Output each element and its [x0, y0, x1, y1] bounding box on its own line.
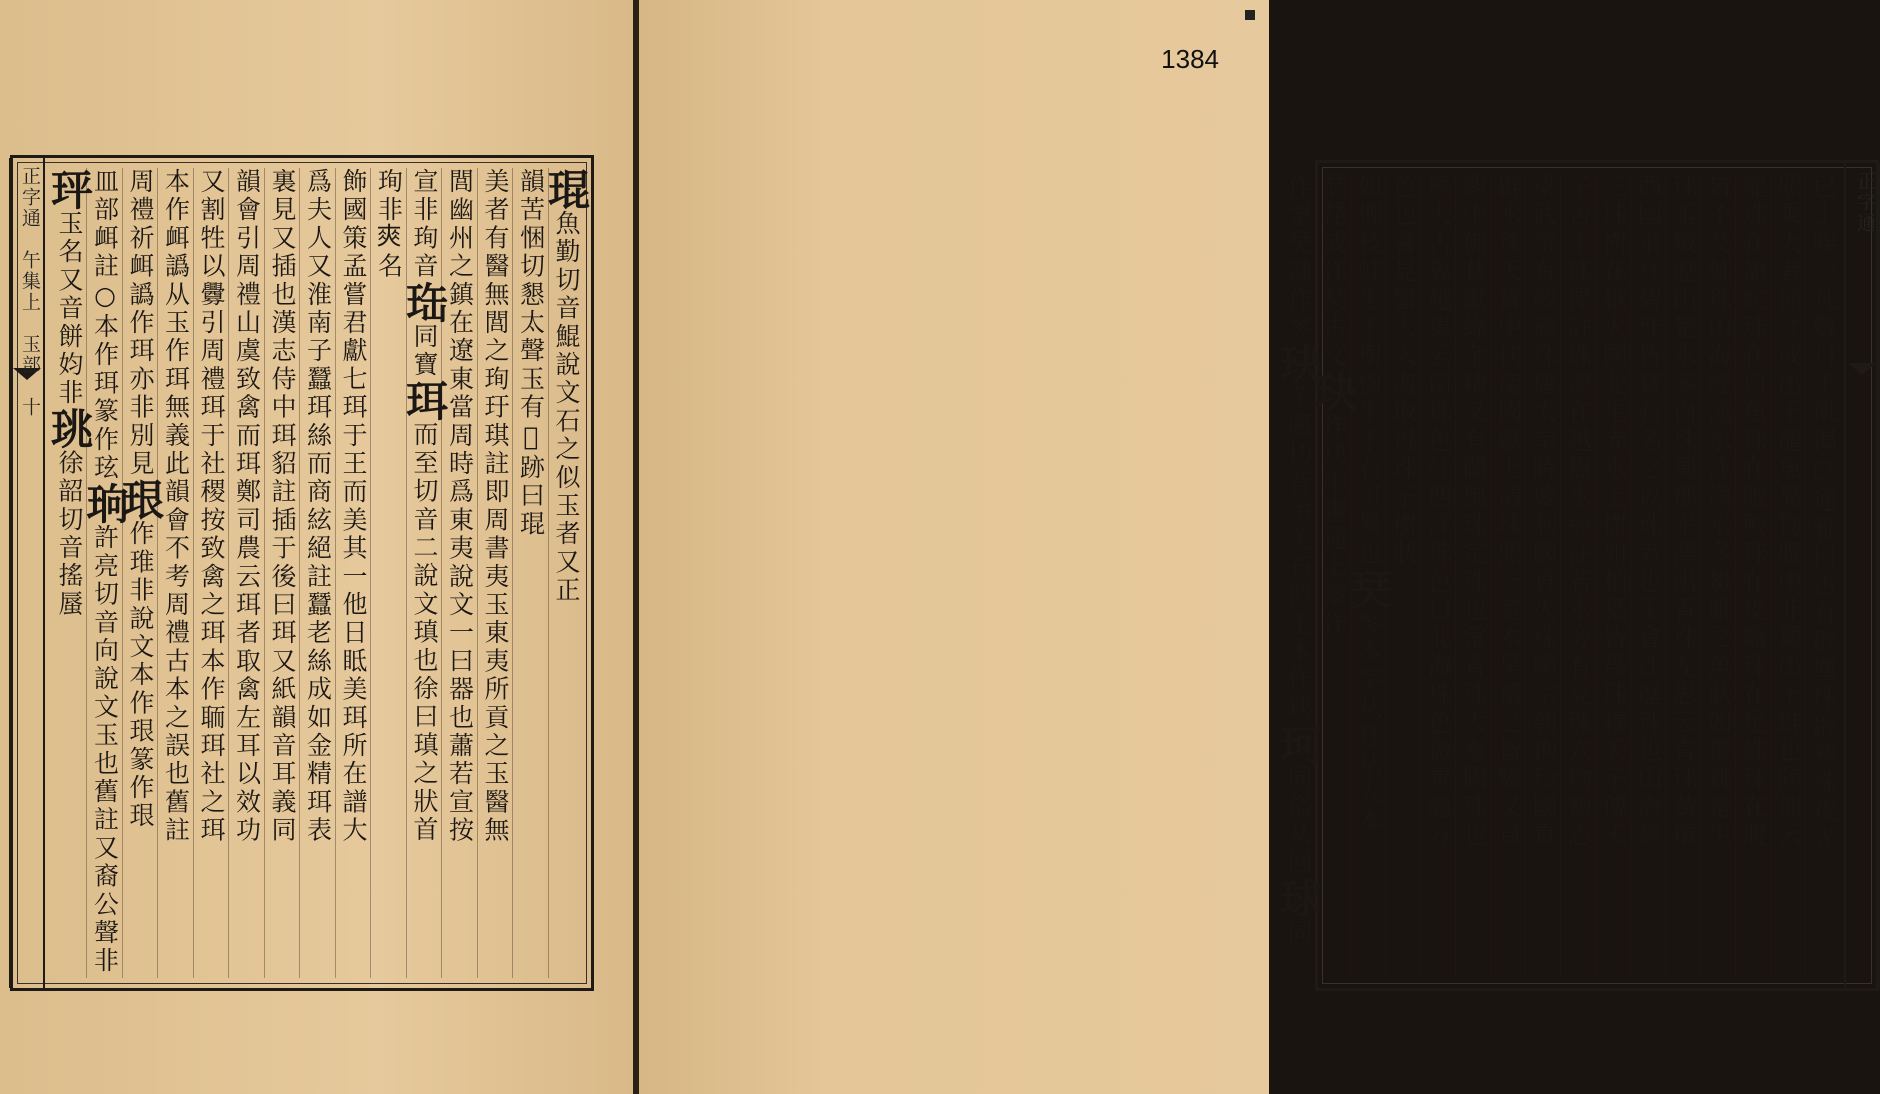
annotation-text: 裏見又插也漢志侍中珥貂註插于後曰珥又紙韻音耳義同: [268, 168, 297, 845]
text-column: [1344, 173, 1393, 978]
text-column: [299, 168, 335, 978]
left-text-frame: [10, 155, 594, 991]
annotation-text: 作玦中畫通上篆作: [1319, 412, 1348, 639]
text-column: [400, 168, 449, 978]
annotation-text: 同: [1284, 919, 1313, 948]
text-column: [1595, 173, 1630, 978]
annotation-text: 瑟琵或作珡古文: [1319, 173, 1348, 371]
left-banxin-text: 正字通 午集上 玉部 十: [19, 166, 41, 418]
text-column: [193, 168, 229, 978]
headword-character: 珦: [80, 482, 130, 525]
annotation-text: 美者有醫無閭之珣玗琪註即周書夷玉東夷所貢之玉醫無: [481, 168, 510, 845]
text-column: [1665, 173, 1700, 978]
annotation-text: 同俗从回: [1284, 764, 1313, 878]
headword-character: 玦: [1274, 342, 1323, 385]
annotation-text: 本作衈譌从玉作珥無義此韻會不考周禮古本之誤也舊註: [161, 168, 191, 845]
right-page: [639, 0, 1876, 1094]
text-column: [542, 168, 591, 978]
text-column: [1770, 173, 1805, 978]
text-column: [1735, 173, 1770, 978]
annotation-text: 玉名又音餅㚬非: [55, 210, 84, 408]
annotation-text: 宣非珣音: [410, 168, 439, 281]
text-column: [1700, 173, 1735, 978]
annotation-text: 魚勤切音鯤說文石之似玉者又正: [552, 210, 581, 605]
text-column: [1490, 173, 1525, 978]
annotation-text: 而至切音二說文瑱也徐曰瑱之狀首: [410, 421, 439, 845]
text-column: [116, 168, 165, 978]
text-column: [441, 168, 477, 978]
right-banxin-text: 正字通: [1854, 171, 1876, 234]
text-column: [1630, 173, 1665, 978]
annotation-text: 珠玉數歷山楚水多白珠蜀郡平澤出青珠左思云青珠黃環: [1669, 173, 1698, 850]
annotation-text: 子舍于珠澤註珠澤在越巂水經注若水旁有兗珠穴物類志: [1564, 173, 1593, 850]
annotation-text: 徐韶切音搖蜃: [55, 449, 84, 619]
annotation-text: 爲夫人又淮南子蠶珥絲而商絃絕註蠶老絲成如金精珥表: [303, 168, 333, 845]
annotation-text: 三珠樹在厭火國北生赤水上樹如柏葉皆爲珠穆天子傳天: [1599, 173, 1628, 850]
text-column: [45, 168, 94, 978]
annotation-text: 韻會引周禮山虞致禽而珥鄭司農云珥者取禽左耳以效功: [232, 168, 262, 845]
headword-character: 玦: [1309, 370, 1358, 413]
annotation-text: 龍珠在頷蛇珠在口魚珠在眼鮫珠在皮鼈珠在足蛛珠在腹: [1739, 173, 1768, 850]
annotation-text: 又割牲以釁引周禮珥于社稷按致禽之珥本作聏珥社之珥: [197, 168, 226, 845]
text-column: [1525, 173, 1560, 978]
annotation-text: 同寶: [410, 322, 439, 380]
headword-character: 球: [1274, 877, 1323, 920]
annotation-text: 照乘大者徑寸或出于龍魚異物腹中非獨出于蚌也陸佃云: [1774, 173, 1803, 850]
annotation-text: 珣非𡙁名: [374, 168, 404, 281]
annotation-text: 作鎜珡隷作琴: [1284, 173, 1313, 343]
annotation-text: 芊㕓切音余美石似玉本作玦: [1284, 384, 1313, 723]
corner-mark: [1245, 10, 1255, 20]
text-column: [335, 168, 371, 978]
headword-character: 琨: [542, 168, 591, 210]
text-column: [1805, 173, 1840, 978]
text-column: [1560, 173, 1595, 978]
annotation-text: 辟水珠天寶中扶南國獻上清珠照一室木旱禱之皆驗又貞: [1494, 173, 1523, 850]
headword-character: 珂: [1274, 722, 1323, 765]
annotation-text: 觀中佛菻獻綠金精又有闢風珠定珠也常青珠大秦國珠也: [1459, 173, 1488, 850]
annotation-text: 熊大古冀越集云南珠色紅西洋珠色白北海珠色微青隨方: [1424, 173, 1453, 850]
annotation-text: 如柳枝蚌生于樹樹生于石可異也: [1354, 173, 1383, 568]
headword-character: 珧: [45, 407, 94, 450]
headword-character: 玶: [45, 168, 94, 210]
annotation-text: 色也嘗見蠻人入海取得珠子樹狀: [1389, 173, 1418, 568]
text-column: [1420, 173, 1455, 978]
annotation-text: 許亮切音向說文玉也舊註又裔公聲非: [90, 524, 120, 976]
headword-character: 珥: [400, 379, 449, 422]
annotation-text: 閭幽州之鎮在遼東當周時爲東夷說文一曰器也蕭若宣按: [445, 168, 475, 845]
right-text-frame: [1274, 160, 1879, 991]
text-column: [1455, 173, 1490, 978]
left-text-columns: [45, 168, 591, 978]
annotation-text: 飾國策孟嘗君獻七珥于王而美其一他日眡美珥所在譜大: [339, 168, 368, 845]
annotation-text: 皆不及蚌珠山海經澨水注漢水多鱟魮之魚狀如覆銚是生: [1704, 173, 1733, 850]
text-column: [228, 168, 264, 978]
annotation-text: 皿部衈註○本作珥篆作玹: [90, 168, 120, 483]
headword-character: 珡: [1344, 567, 1393, 610]
text-column: [80, 168, 130, 978]
annotation-text: 作琟非說文本作珢篆作珢: [126, 520, 155, 831]
text-column: [1385, 173, 1420, 978]
left-page: [0, 0, 633, 1094]
left-banxin: [9, 158, 45, 988]
annotation-text: 韻苦悃切懇太聲玉有𣅿跡曰琨: [516, 168, 546, 539]
text-column: [264, 168, 300, 978]
annotation-text: 已上唉一凡數日不飢渴○通雅曰古有辟塵珠辟寒珠夜光: [1809, 173, 1838, 854]
text-column: [477, 168, 513, 978]
page-number: 1384: [1161, 44, 1219, 74]
annotation-text: 周禮祈衈譌作珥亦非別見: [126, 168, 155, 479]
text-column: [1274, 173, 1323, 978]
fishtail-mark: [1848, 363, 1876, 375]
annotation-text: 琴本字从玨从人本: [1354, 609, 1383, 836]
text-column: [512, 168, 548, 978]
text-column: [157, 168, 193, 978]
annotation-text: 梁武帝有鮫鶴珠唐太宗時婆利國貢火珠順宗朝拘珍國貢: [1529, 173, 1558, 850]
annotation-text: 西國琅玕碧珠皆寶石名之以珠者也王會江歷珠也山海經: [1634, 173, 1663, 850]
headword-character: 珢: [116, 478, 165, 521]
headword-character: 珤: [400, 280, 449, 323]
right-text-columns: [1274, 173, 1840, 978]
right-banxin: [1844, 163, 1880, 988]
